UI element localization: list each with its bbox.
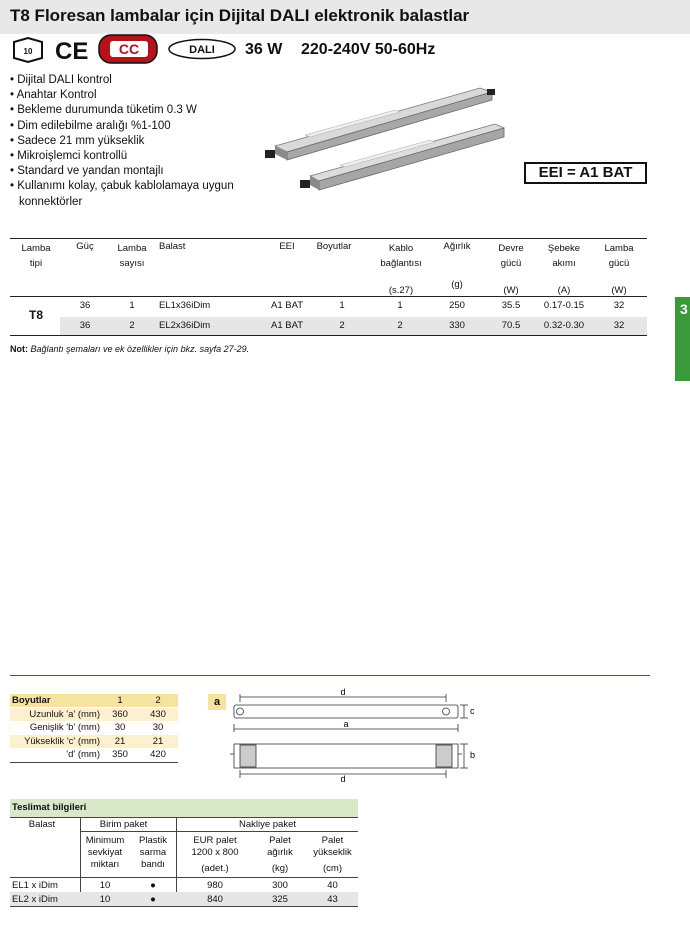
- dim-v2: 30: [152, 722, 164, 733]
- dim-label: 'd' (mm): [66, 749, 100, 760]
- dh-text: sevkiyat: [87, 847, 123, 858]
- th-text: gücü: [500, 258, 522, 269]
- dh-text: EUR palet: [193, 835, 237, 846]
- th-unit: (s.27): [388, 285, 414, 296]
- cell-kablo: 2: [397, 320, 403, 331]
- cell-akim: 0.32-0.30: [543, 320, 585, 331]
- th-text: Lamba: [604, 243, 634, 254]
- th-balast: Balast: [159, 241, 186, 252]
- eei-box: EEI = A1 BAT: [524, 162, 647, 184]
- dim-v2: 420: [150, 749, 166, 760]
- ballast-product-image: [255, 80, 505, 195]
- dc-yukseklik: 40: [327, 880, 338, 891]
- dim-label: Yükseklik 'c' (mm): [24, 736, 100, 747]
- th-unit: (W): [611, 285, 627, 296]
- dc-yukseklik: 43: [327, 894, 338, 905]
- dim-v1: 30: [114, 722, 126, 733]
- th-text: Lamba: [117, 243, 147, 254]
- dim-letter-d-bottom: d: [340, 774, 346, 783]
- feature-item: • Kullanımı kolay, çabuk kablolamaya uygun konnektörler: [10, 180, 234, 208]
- dc-balast: EL1 x iDim: [12, 880, 58, 891]
- feature-item: • Standard ve yandan montajlı: [10, 165, 164, 178]
- dh-text: Minimum: [85, 835, 125, 846]
- dc-balast: EL2 x iDim: [12, 894, 58, 905]
- ce-logo-icon: [53, 37, 91, 63]
- power-spec: 36 W: [245, 41, 283, 58]
- dim-v2: 430: [150, 709, 166, 720]
- cell-boyut: 1: [339, 300, 345, 311]
- dc-min: 10: [99, 894, 111, 905]
- dh-agirlik: [255, 835, 305, 875]
- dim-v1: 350: [112, 749, 128, 760]
- dim-col-2: 2: [155, 695, 161, 706]
- cell-balast: EL1x36iDim: [159, 300, 211, 311]
- dh-text: miktarı: [90, 859, 120, 870]
- th-text: akımı: [552, 258, 576, 269]
- cell-devre: 35.5: [501, 300, 521, 311]
- diagram-label: a: [208, 694, 226, 710]
- th-lamba-tipi: [10, 241, 62, 271]
- th-lamba-gucu: [598, 241, 640, 298]
- dc-band: ●: [150, 880, 156, 891]
- svg-text:CC: CC: [118, 41, 140, 57]
- th-unit: (g): [451, 279, 463, 290]
- dc-agirlik: 325: [272, 894, 288, 905]
- section-tab-number: 3: [680, 301, 688, 317]
- dh-unit: (adet.): [201, 863, 229, 874]
- th-guc: Güç: [76, 241, 94, 252]
- cell-sayisi: 2: [129, 320, 135, 331]
- cell-eei: A1 BAT: [270, 320, 304, 331]
- delivery-title: Teslimat bilgileri: [12, 802, 87, 813]
- dh-yukseklik: [305, 835, 360, 875]
- footnote: [10, 344, 249, 354]
- dc-eur: 840: [207, 894, 223, 905]
- th-text: Kablo: [388, 243, 414, 254]
- voltage-spec: 220-240V 50-60Hz: [301, 41, 436, 58]
- dh-text: 1200 x 800: [191, 847, 239, 858]
- th-text: bağlantısı: [380, 258, 422, 269]
- cell-akim: 0.17-0.15: [543, 300, 585, 311]
- dim-letter-c: c: [470, 706, 475, 716]
- cc-logo-icon: [98, 33, 160, 65]
- enec-logo-icon: [11, 37, 45, 63]
- feature-item: • Dim edilebilme aralığı %1-100: [10, 119, 171, 132]
- dim-letter-d: d: [340, 688, 346, 697]
- dim-header: Boyutlar: [12, 695, 51, 706]
- cell-boyut: 2: [339, 320, 345, 331]
- section-tab[interactable]: [675, 297, 690, 381]
- th-text: gücü: [608, 258, 630, 269]
- dc-band: ●: [150, 894, 156, 905]
- dh-text: yükseklik: [313, 847, 352, 858]
- feature-item: • Anahtar Kontrol: [10, 89, 97, 102]
- dim-col-1: 1: [117, 695, 123, 706]
- dh-text: sarma: [139, 847, 167, 858]
- dh-text: Palet: [321, 835, 344, 846]
- feature-item: • Dijital DALI kontrol: [10, 74, 112, 86]
- dali-logo-icon: [167, 38, 237, 60]
- cell-sayisi: 1: [129, 300, 135, 311]
- th-agirlik: [438, 241, 476, 290]
- cell-lamba: 32: [613, 320, 625, 331]
- svg-text:DALI: DALI: [189, 44, 215, 56]
- dim-letter-b: b: [470, 750, 476, 760]
- dc-agirlik: 300: [272, 880, 288, 891]
- th-boyutlar: Boyutlar: [316, 241, 352, 252]
- svg-text:10: 10: [23, 47, 33, 56]
- section-divider: [10, 675, 650, 676]
- note-text: Bağlantı şemaları ve ek özellikler için bkz. sayfa 27-29.: [28, 344, 250, 354]
- feature-item: • Mikroişlemci kontrollü: [10, 150, 128, 163]
- th-text: Lamba: [21, 243, 51, 254]
- dh-unit: (cm): [323, 863, 342, 874]
- svg-text:CE: CE: [55, 38, 89, 63]
- dh-text: ağırlık: [267, 847, 293, 858]
- feature-item: • Bekleme durumunda tüketim 0.3 W: [10, 104, 197, 117]
- dh-unit: (kg): [271, 863, 289, 874]
- dc-eur: 980: [207, 880, 223, 891]
- feature-item: • Sadece 21 mm yükseklik: [10, 134, 145, 147]
- dh-balast: Balast: [28, 819, 56, 830]
- dh-nakliye: Nakliye paket: [238, 819, 297, 830]
- cell-guc: 36: [79, 320, 91, 331]
- feature-list: [10, 73, 260, 210]
- dimension-drawing: [226, 688, 476, 783]
- th-text: tipi: [29, 258, 43, 269]
- th-devre-gucu: [493, 241, 529, 298]
- th-kablo: [372, 241, 430, 298]
- dim-label: Uzunluk 'a' (mm): [29, 709, 100, 720]
- cell-devre: 70.5: [501, 320, 521, 331]
- th-text: Devre: [498, 243, 524, 254]
- dim-letter-a: a: [343, 719, 349, 729]
- dim-bottom-rule: [10, 762, 178, 763]
- cell-eei: A1 BAT: [270, 300, 304, 311]
- th-eei: EEI: [279, 241, 295, 252]
- dh-plastik: [132, 835, 174, 871]
- note-label: Not:: [10, 344, 28, 354]
- cell-agirlik: 330: [449, 320, 465, 331]
- th-unit: (A): [557, 285, 571, 296]
- th-unit: (W): [503, 285, 519, 296]
- dh-birim: Birim paket: [99, 819, 148, 830]
- dh-text: bandı: [141, 859, 165, 870]
- dh-eur: [180, 835, 250, 875]
- dh-min: [80, 835, 130, 871]
- dim-v2: 21: [152, 736, 164, 747]
- dh-text: Palet: [269, 835, 291, 846]
- page-title: T8 Floresan lambalar için Dijital DALI elektronik balastlar: [10, 6, 470, 25]
- dc-min: 10: [99, 880, 111, 891]
- th-text: sayısı: [119, 258, 145, 269]
- th-text: Ağırlık: [443, 241, 471, 252]
- lamp-type-cell: T8: [28, 308, 43, 322]
- cell-kablo: 1: [397, 300, 403, 311]
- dh-text: Plastik: [139, 835, 167, 846]
- th-lamba-sayisi: [112, 241, 152, 271]
- th-sebeke-akimi: [541, 241, 587, 298]
- cell-guc: 36: [79, 300, 91, 311]
- dim-label: Genişlik 'b' (mm): [29, 722, 100, 733]
- dim-v1: 360: [112, 709, 128, 720]
- cell-lamba: 32: [613, 300, 625, 311]
- cell-agirlik: 250: [449, 300, 465, 311]
- th-text: Şebeke: [547, 243, 581, 254]
- dim-v1: 21: [114, 736, 126, 747]
- cell-balast: EL2x36iDim: [159, 320, 211, 331]
